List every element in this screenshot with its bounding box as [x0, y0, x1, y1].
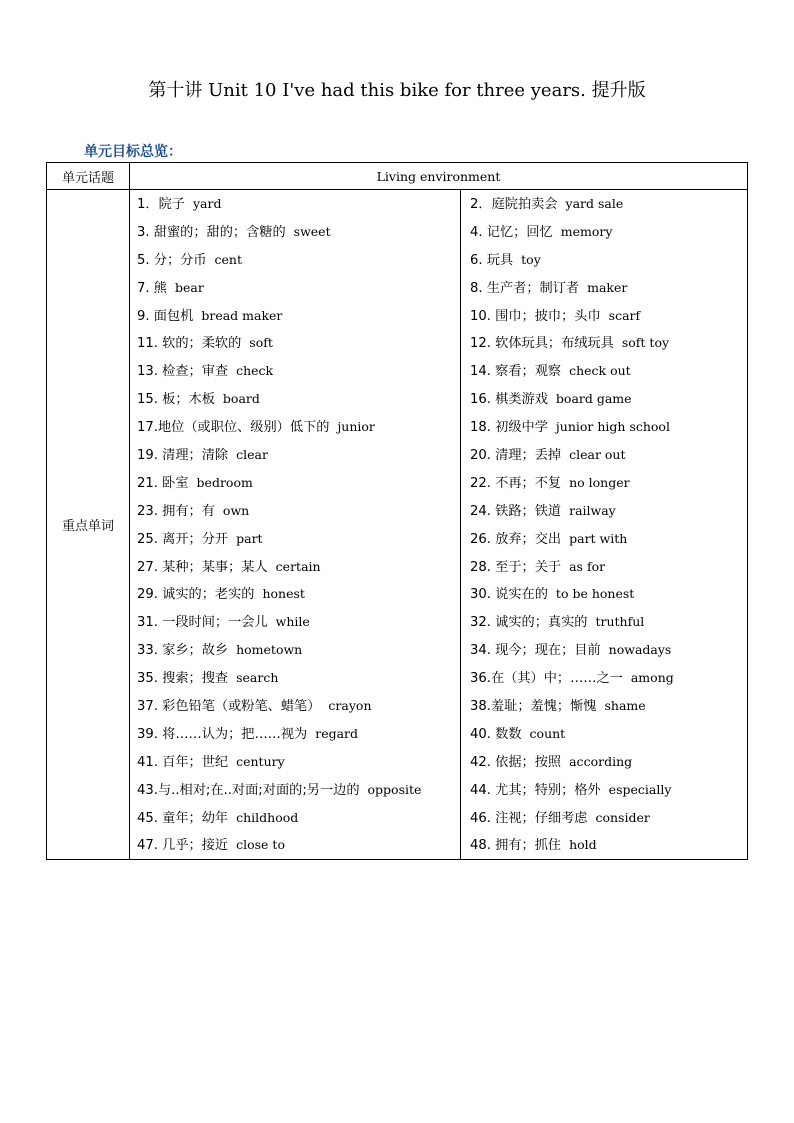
vocab-item	[461, 776, 748, 804]
vocab-chinese: 9. 面包机	[137, 308, 194, 324]
vocab-item	[461, 804, 748, 832]
vocab-english: sweet	[293, 223, 331, 239]
vocab-chinese: 3. 甜蜜的；甜的；含糖的	[137, 224, 286, 240]
vocab-english: soft toy	[621, 335, 670, 351]
vocab-chinese: 13. 检查；审查	[137, 364, 229, 380]
vocab-item	[461, 664, 748, 692]
vocab-chinese: 32. 诚实的；真实的	[470, 615, 588, 631]
vocab-english: no longer	[569, 474, 630, 490]
vocab-chinese: 29. 诚实的；老实的	[137, 587, 255, 603]
vocab-label: 重点单词	[47, 190, 130, 860]
vocab-item	[130, 664, 461, 692]
vocab-chinese: 34. 现今；现在；目前	[470, 643, 601, 659]
vocab-english: board game	[555, 391, 632, 407]
vocab-item	[130, 636, 461, 664]
vocab-item	[130, 525, 461, 553]
vocab-english: railway	[569, 502, 616, 518]
vocab-chinese: 40. 数数	[470, 726, 522, 742]
vocab-item	[130, 469, 461, 497]
vocab-chinese: 5. 分；分币	[137, 252, 207, 268]
vocab-item	[461, 553, 748, 581]
vocab-english: part with	[569, 530, 628, 546]
vocab-chinese: 12. 软体玩具；布绒玩具	[470, 336, 614, 352]
vocab-item	[130, 246, 461, 274]
vocab-english: close to	[236, 837, 285, 853]
vocab-english: while	[275, 614, 310, 630]
vocab-chinese: 23. 拥有；有	[137, 503, 215, 519]
vocab-chinese: 4. 记忆；回忆	[470, 224, 553, 240]
vocab-item	[461, 218, 748, 246]
vocab-item	[461, 497, 748, 525]
vocab-chinese: 6. 玩具	[470, 252, 514, 268]
vocab-item	[461, 580, 748, 608]
vocab-english: childhood	[236, 809, 299, 825]
vocab-item	[461, 692, 748, 720]
vocab-english: to be honest	[555, 586, 635, 602]
vocab-item	[130, 329, 461, 357]
vocab-chinese: 35. 搜索；搜查	[137, 671, 229, 687]
vocab-english: nowadays	[608, 642, 672, 658]
vocab-item	[130, 831, 461, 859]
vocab-english: bear	[174, 279, 204, 295]
vocab-english: scarf	[608, 307, 641, 323]
vocab-item	[461, 274, 748, 302]
vocab-chinese: 46. 注视；仔细考虑	[470, 810, 588, 826]
vocab-english: certain	[275, 558, 321, 574]
vocab-chinese: 1．院子	[137, 197, 185, 212]
vocab-item	[130, 497, 461, 525]
vocab-grid	[130, 190, 747, 859]
vocab-english: regard	[315, 725, 359, 741]
vocab-english: bread maker	[201, 307, 283, 323]
vocab-english: hold	[569, 837, 597, 853]
vocab-item	[461, 246, 748, 274]
vocab-cell	[130, 190, 748, 860]
vocab-chinese: 47. 几乎；接近	[137, 838, 229, 854]
vocab-chinese: 38.羞耻；羞愧；惭愧	[470, 699, 597, 715]
vocab-item	[130, 553, 461, 581]
vocab-item	[461, 302, 748, 330]
vocab-english: cent	[214, 251, 243, 267]
vocab-chinese: 28. 至于；关于	[470, 559, 562, 575]
vocab-chinese: 41. 百年；世纪	[137, 754, 229, 770]
vocab-chinese: 25. 离开；分开	[137, 531, 229, 547]
vocab-english: century	[236, 753, 285, 769]
vocab-item	[461, 190, 748, 218]
vocab-chinese: 19. 清理；清除	[137, 448, 229, 464]
vocab-item	[461, 385, 748, 413]
vocab-item	[461, 469, 748, 497]
vocab-english: toy	[521, 251, 541, 267]
vocab-chinese: 2．庭院拍卖会	[470, 197, 558, 212]
vocab-item	[461, 525, 748, 553]
vocab-english: clear out	[569, 447, 626, 463]
vocab-chinese: 10. 围巾；披巾；头巾	[470, 308, 601, 324]
vocab-english: check out	[569, 363, 631, 379]
vocab-item	[461, 329, 748, 357]
vocab-english: memory	[560, 223, 613, 239]
vocab-english: especially	[608, 781, 672, 797]
vocab-chinese: 8. 生产者；制订者	[470, 280, 580, 296]
vocab-english: hometown	[236, 642, 303, 658]
topic-value: Living environment	[130, 163, 748, 190]
vocab-english: part	[236, 530, 263, 546]
vocab-item	[461, 720, 748, 748]
vocab-chinese: 44. 尤其；特别；格外	[470, 782, 601, 798]
vocab-chinese: 11. 软的；柔软的	[137, 336, 242, 352]
vocab-chinese: 42. 依据；按照	[470, 754, 562, 770]
vocab-chinese: 31. 一段时间；一会儿	[137, 615, 268, 631]
vocab-item	[130, 190, 461, 218]
vocab-item	[130, 357, 461, 385]
vocab-chinese: 39. 将……认为；把……视为	[137, 726, 308, 742]
vocab-item	[130, 720, 461, 748]
vocab-english: truthful	[595, 614, 645, 630]
vocab-english: as for	[569, 558, 606, 574]
vocab-chinese: 21. 卧室	[137, 475, 189, 491]
vocab-item	[130, 804, 461, 832]
unit-overview-table	[46, 162, 748, 860]
vocab-english: according	[569, 753, 633, 769]
vocab-item	[130, 441, 461, 469]
vocab-english: board	[222, 391, 260, 407]
vocab-chinese: 37. 彩色铅笔（或粉笔、蜡笔）	[137, 699, 321, 715]
vocab-chinese: 15. 板；木板	[137, 392, 215, 408]
vocab-chinese: 48. 拥有；抓住	[470, 838, 562, 854]
vocab-item	[130, 748, 461, 776]
vocab-chinese: 24. 铁路；铁道	[470, 503, 562, 519]
vocab-chinese: 20. 清理；丢掉	[470, 448, 562, 464]
vocab-english: yard	[192, 196, 222, 211]
topic-row	[47, 163, 748, 190]
vocab-english: bedroom	[196, 474, 253, 490]
vocab-item	[461, 357, 748, 385]
vocab-chinese: 30. 说实在的	[470, 587, 548, 603]
vocab-item	[130, 608, 461, 636]
vocab-english: shame	[604, 698, 646, 714]
vocab-item	[130, 274, 461, 302]
vocab-english: search	[236, 670, 279, 686]
vocab-item	[461, 413, 748, 441]
vocab-item	[461, 748, 748, 776]
vocab-chinese: 14. 察看；观察	[470, 364, 562, 380]
vocab-english: yard sale	[565, 196, 624, 211]
vocab-item	[130, 692, 461, 720]
vocab-english: clear	[236, 447, 268, 463]
vocab-english: opposite	[367, 781, 422, 797]
vocab-chinese: 33. 家乡；故乡	[137, 643, 229, 659]
vocab-chinese: 43.与..相对;在..对面;对面的;另一边的	[137, 782, 360, 798]
vocab-chinese: 7. 熊	[137, 280, 167, 296]
section-label: 单元目标总览：	[84, 144, 182, 160]
vocab-chinese: 26. 放弃；交出	[470, 531, 562, 547]
vocab-english: junior high school	[555, 419, 670, 435]
vocab-chinese: 45. 童年；幼年	[137, 810, 229, 826]
vocab-chinese: 27. 某种；某事；某人	[137, 559, 268, 575]
vocab-item	[461, 608, 748, 636]
vocab-english: among	[630, 670, 674, 686]
vocab-item	[461, 831, 748, 859]
vocab-english: soft	[249, 335, 273, 351]
vocab-chinese: 16. 棋类游戏	[470, 392, 548, 408]
topic-label: 单元话题	[47, 163, 130, 190]
vocab-item	[130, 385, 461, 413]
vocab-english: consider	[595, 809, 650, 825]
vocab-item	[461, 636, 748, 664]
vocab-english: check	[236, 363, 274, 379]
vocab-item	[130, 302, 461, 330]
vocab-chinese: 17.地位（或职位、级别）低下的	[137, 420, 330, 436]
vocab-item	[130, 218, 461, 246]
vocab-english: own	[222, 502, 250, 518]
vocab-item	[461, 441, 748, 469]
vocab-english: maker	[587, 279, 628, 295]
vocab-chinese: 36.在（其）中；……之一	[470, 671, 623, 687]
vocab-english: crayon	[328, 698, 372, 714]
vocab-english: honest	[262, 586, 305, 602]
page-title: 第十讲 Unit 10 I've had this bike for three years. 提升版	[148, 80, 646, 101]
vocab-item	[130, 776, 461, 804]
vocab-chinese: 18. 初级中学	[470, 420, 548, 436]
vocab-english: count	[529, 725, 566, 741]
vocab-english: junior	[337, 419, 375, 435]
vocab-chinese: 22. 不再；不复	[470, 475, 562, 491]
vocab-item	[130, 413, 461, 441]
vocab-item	[130, 580, 461, 608]
vocab-row	[47, 190, 748, 860]
